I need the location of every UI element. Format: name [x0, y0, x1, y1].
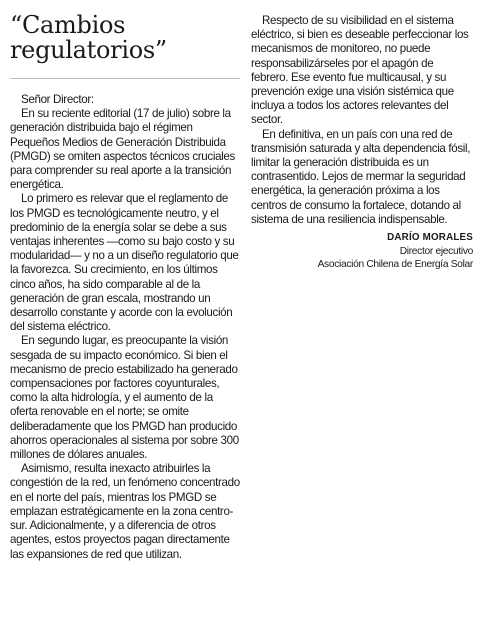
right-body: [251, 14, 473, 227]
paragraph-6: En definitiva, en un país con una red de transmisión saturada y alta dependencia fósil, limitar la generación distribuida es un contrasentido. Lejos de mermar la seguridad energética, la generación próxima a los centros de consumo la fortalece, dotando al sistema de una resiliencia indispensable.: [251, 127, 471, 226]
author-organization: Asociación Chilena de Energía Solar: [317, 258, 473, 270]
headline-divider: [10, 78, 240, 79]
paragraph-3: En segundo lugar, es preocupante la visión sesgada de su impacto económico. Si bien el mecanismo de precio estabilizado ha generado compensaciones por factores coyunturales, como la alta hidrología, y el aumento de la oferta renovable en el norte; se omite deliberadamente que los PMGD han producido ahorros operacionales al sistema por sobre 300 millones de dólares anuales.: [10, 334, 239, 462]
paragraph-4: Asimismo, resulta inexacto atribuirles la congestión de la red, un fenómeno concentrado en el norte del país, mientras los PMGD se emplazan estratégicamente en la zona centro-sur. Adicionalmente, y a diferencia de otros agentes, estos proyectos pagan directamente las expansiones de red que utilizan.: [10, 462, 240, 561]
author-role: Director ejecutivo: [399, 246, 473, 258]
left-body: [10, 93, 240, 562]
author-name: DARÍO MORALES: [387, 232, 473, 244]
paragraph-5: Respecto de su visibilidad en el sistema eléctrico, si bien es deseable perfeccionar los mecanismos de monitoreo, no puede responsabilizárseles por el apagón de febrero. Ese evento fue multicausal, y su prevención exige una visión sistémica que incluya a todos los actores relevantes del sector.: [251, 14, 469, 127]
paragraph-1: En su reciente editorial (17 de julio) sobre la generación distribuida bajo el régimen Pequeños Medios de Generación Distribuida (PMGD) se omiten aspectos técnicos cruciales para comprender su real aporte a la transición energética.: [10, 107, 235, 192]
letter-headline: “Cambios regulatorios”: [10, 11, 167, 64]
left-column: [10, 0, 240, 562]
signature-block: [251, 231, 473, 271]
right-column: [251, 14, 473, 271]
salutation: Señor Director:: [21, 93, 94, 106]
paragraph-2: Lo primero es relevar que el reglamento de los PMGD es tecnológicamente neutro, y el predominio de la energía solar se debe a sus ventajas inherentes —como su bajo costo y su modularidad— y no a un diseño regulatorio que la favorezca. Su crecimiento, en los últimos cinco años, ha sido comparable al de la generación de gran escala, mostrando un desarrollo constante y acorde con la evolución del sistema eléctrico.: [10, 192, 239, 334]
